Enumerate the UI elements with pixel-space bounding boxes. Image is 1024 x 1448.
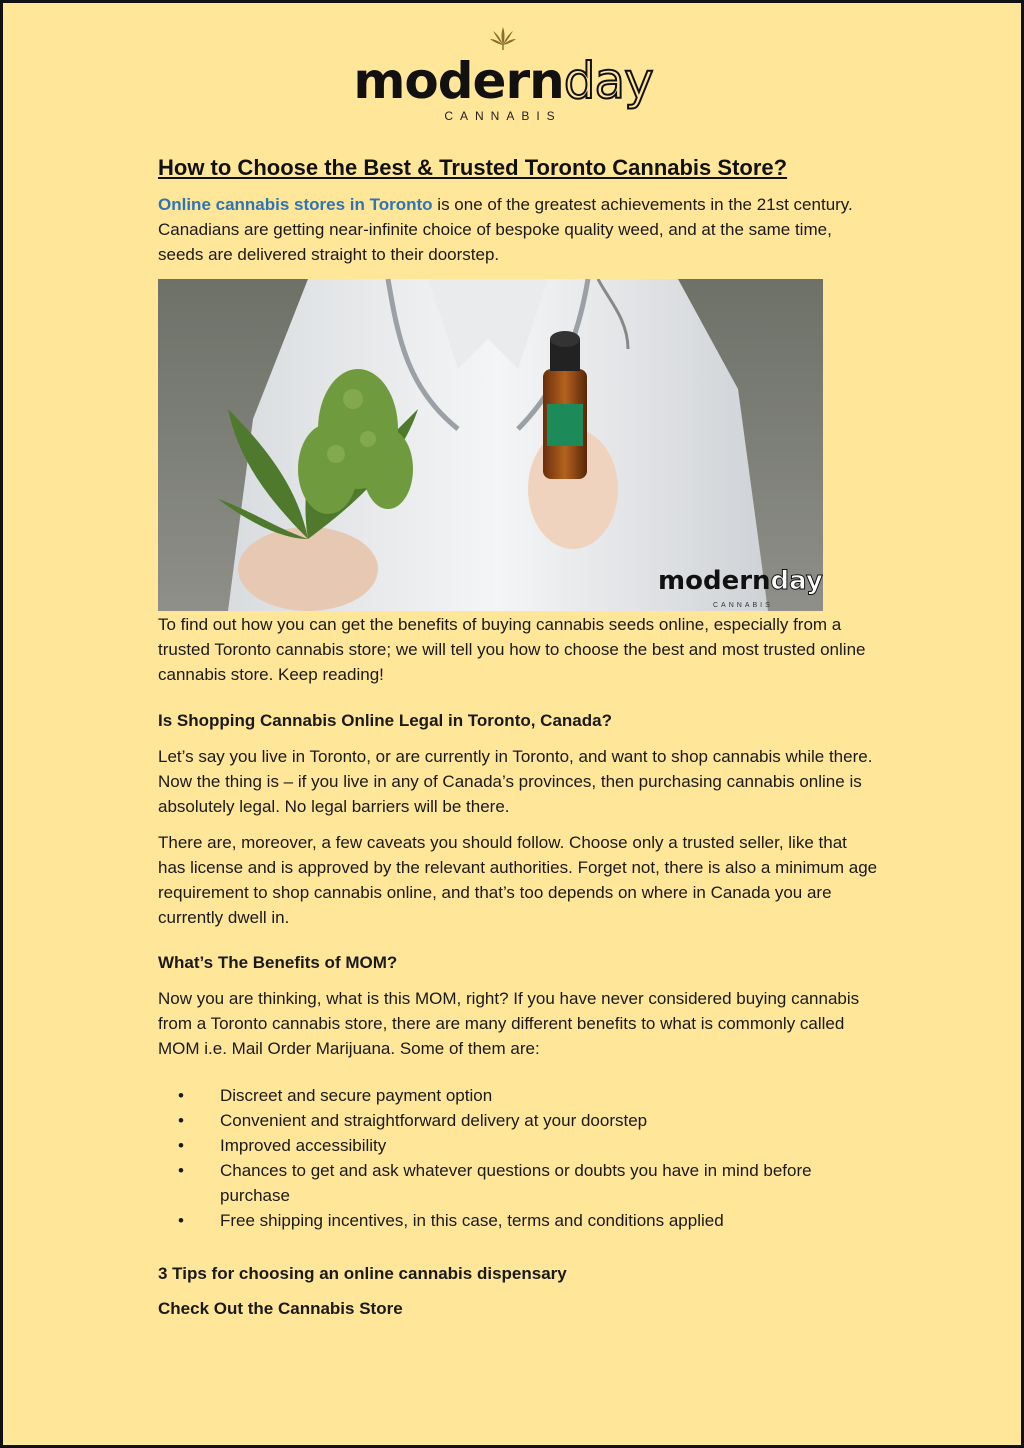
brand-subtitle: CANNABIS xyxy=(444,109,562,123)
section-mom-heading: What’s The Benefits of MOM? xyxy=(158,953,398,972)
list-item: • Free shipping incentives, in this case, terms and conditions applied xyxy=(158,1208,878,1233)
watermark-subtitle: CANNABIS xyxy=(713,602,773,609)
intro-text: is one of the greatest achievements in the 21st century. Canadians are getting near-infinite choice of bespoke quality weed, and at the same time, seeds are delivered straight to their doorstep. xyxy=(158,195,853,264)
section-tips xyxy=(158,1261,878,1321)
section-legal-para1: Let’s say you live in Toronto, or are currently in Toronto, and want to shop cannabis while there. Now the thing is – if you live in any of Canada’s provinces, then purchasing cannabis online is absolutely legal. No legal barriers will be there. xyxy=(158,747,873,816)
list-item: • Improved accessibility xyxy=(158,1133,878,1158)
list-item: • Chances to get and ask whatever questions or doubts you have in mind before purchase xyxy=(158,1158,878,1208)
doctor-holding-cannabis-and-oil-illustration xyxy=(158,279,823,611)
intro-link[interactable]: Online cannabis stores in Toronto xyxy=(158,195,433,214)
section-tips-subheading: Check Out the Cannabis Store xyxy=(158,1299,403,1318)
after-image-text: To find out how you can get the benefits of buying cannabis seeds online, especially from a trusted Toronto cannabis store; we will tell you how to choose the best and most trusted online cannabis store. Keep reading! xyxy=(158,615,866,684)
section-mom xyxy=(158,950,878,1233)
section-tips-heading: 3 Tips for choosing an online cannabis dispensary xyxy=(158,1264,567,1283)
brand-word-part2: day xyxy=(563,52,653,110)
section-legal-para2: There are, moreover, a few caveats you should follow. Choose only a trusted seller, like that has license and is approved by the relevant authorities. Forget not, there is also a minimum age requirement to shop cannabis online, and that’s too depends on where in Canada you are currently dwell in. xyxy=(158,833,878,927)
bullet-icon: • xyxy=(178,1211,184,1230)
section-mom-para: Now you are thinking, what is this MOM, right? If you have never considered buying cannabis from a Toronto cannabis store, there are many different benefits to what is commonly called MOM i.e. Mail Order Marijuana. Some of them are: xyxy=(158,989,860,1058)
brand-wordmark xyxy=(353,51,653,111)
brand-word-part1: modern xyxy=(353,52,564,110)
bullet-icon: • xyxy=(178,1161,184,1180)
list-item: • Convenient and straightforward delivery at your doorstep xyxy=(158,1108,878,1133)
after-image-paragraph xyxy=(158,612,878,687)
hero-image xyxy=(158,279,823,611)
section-legal xyxy=(158,708,878,930)
cannabis-leaf-icon xyxy=(488,25,518,51)
section-legal-heading: Is Shopping Cannabis Online Legal in Toronto, Canada? xyxy=(158,711,612,730)
benefits-list xyxy=(158,1083,878,1233)
intro-paragraph xyxy=(158,192,878,267)
watermark-word: modernday xyxy=(658,566,823,596)
bullet-icon: • xyxy=(178,1136,184,1155)
list-item: • Discreet and secure payment option xyxy=(158,1083,878,1108)
article-title: How to Choose the Best & Trusted Toronto Cannabis Store? xyxy=(158,155,788,180)
bullet-icon: • xyxy=(178,1111,184,1130)
brand-logo xyxy=(353,21,653,131)
bullet-icon: • xyxy=(178,1086,184,1105)
